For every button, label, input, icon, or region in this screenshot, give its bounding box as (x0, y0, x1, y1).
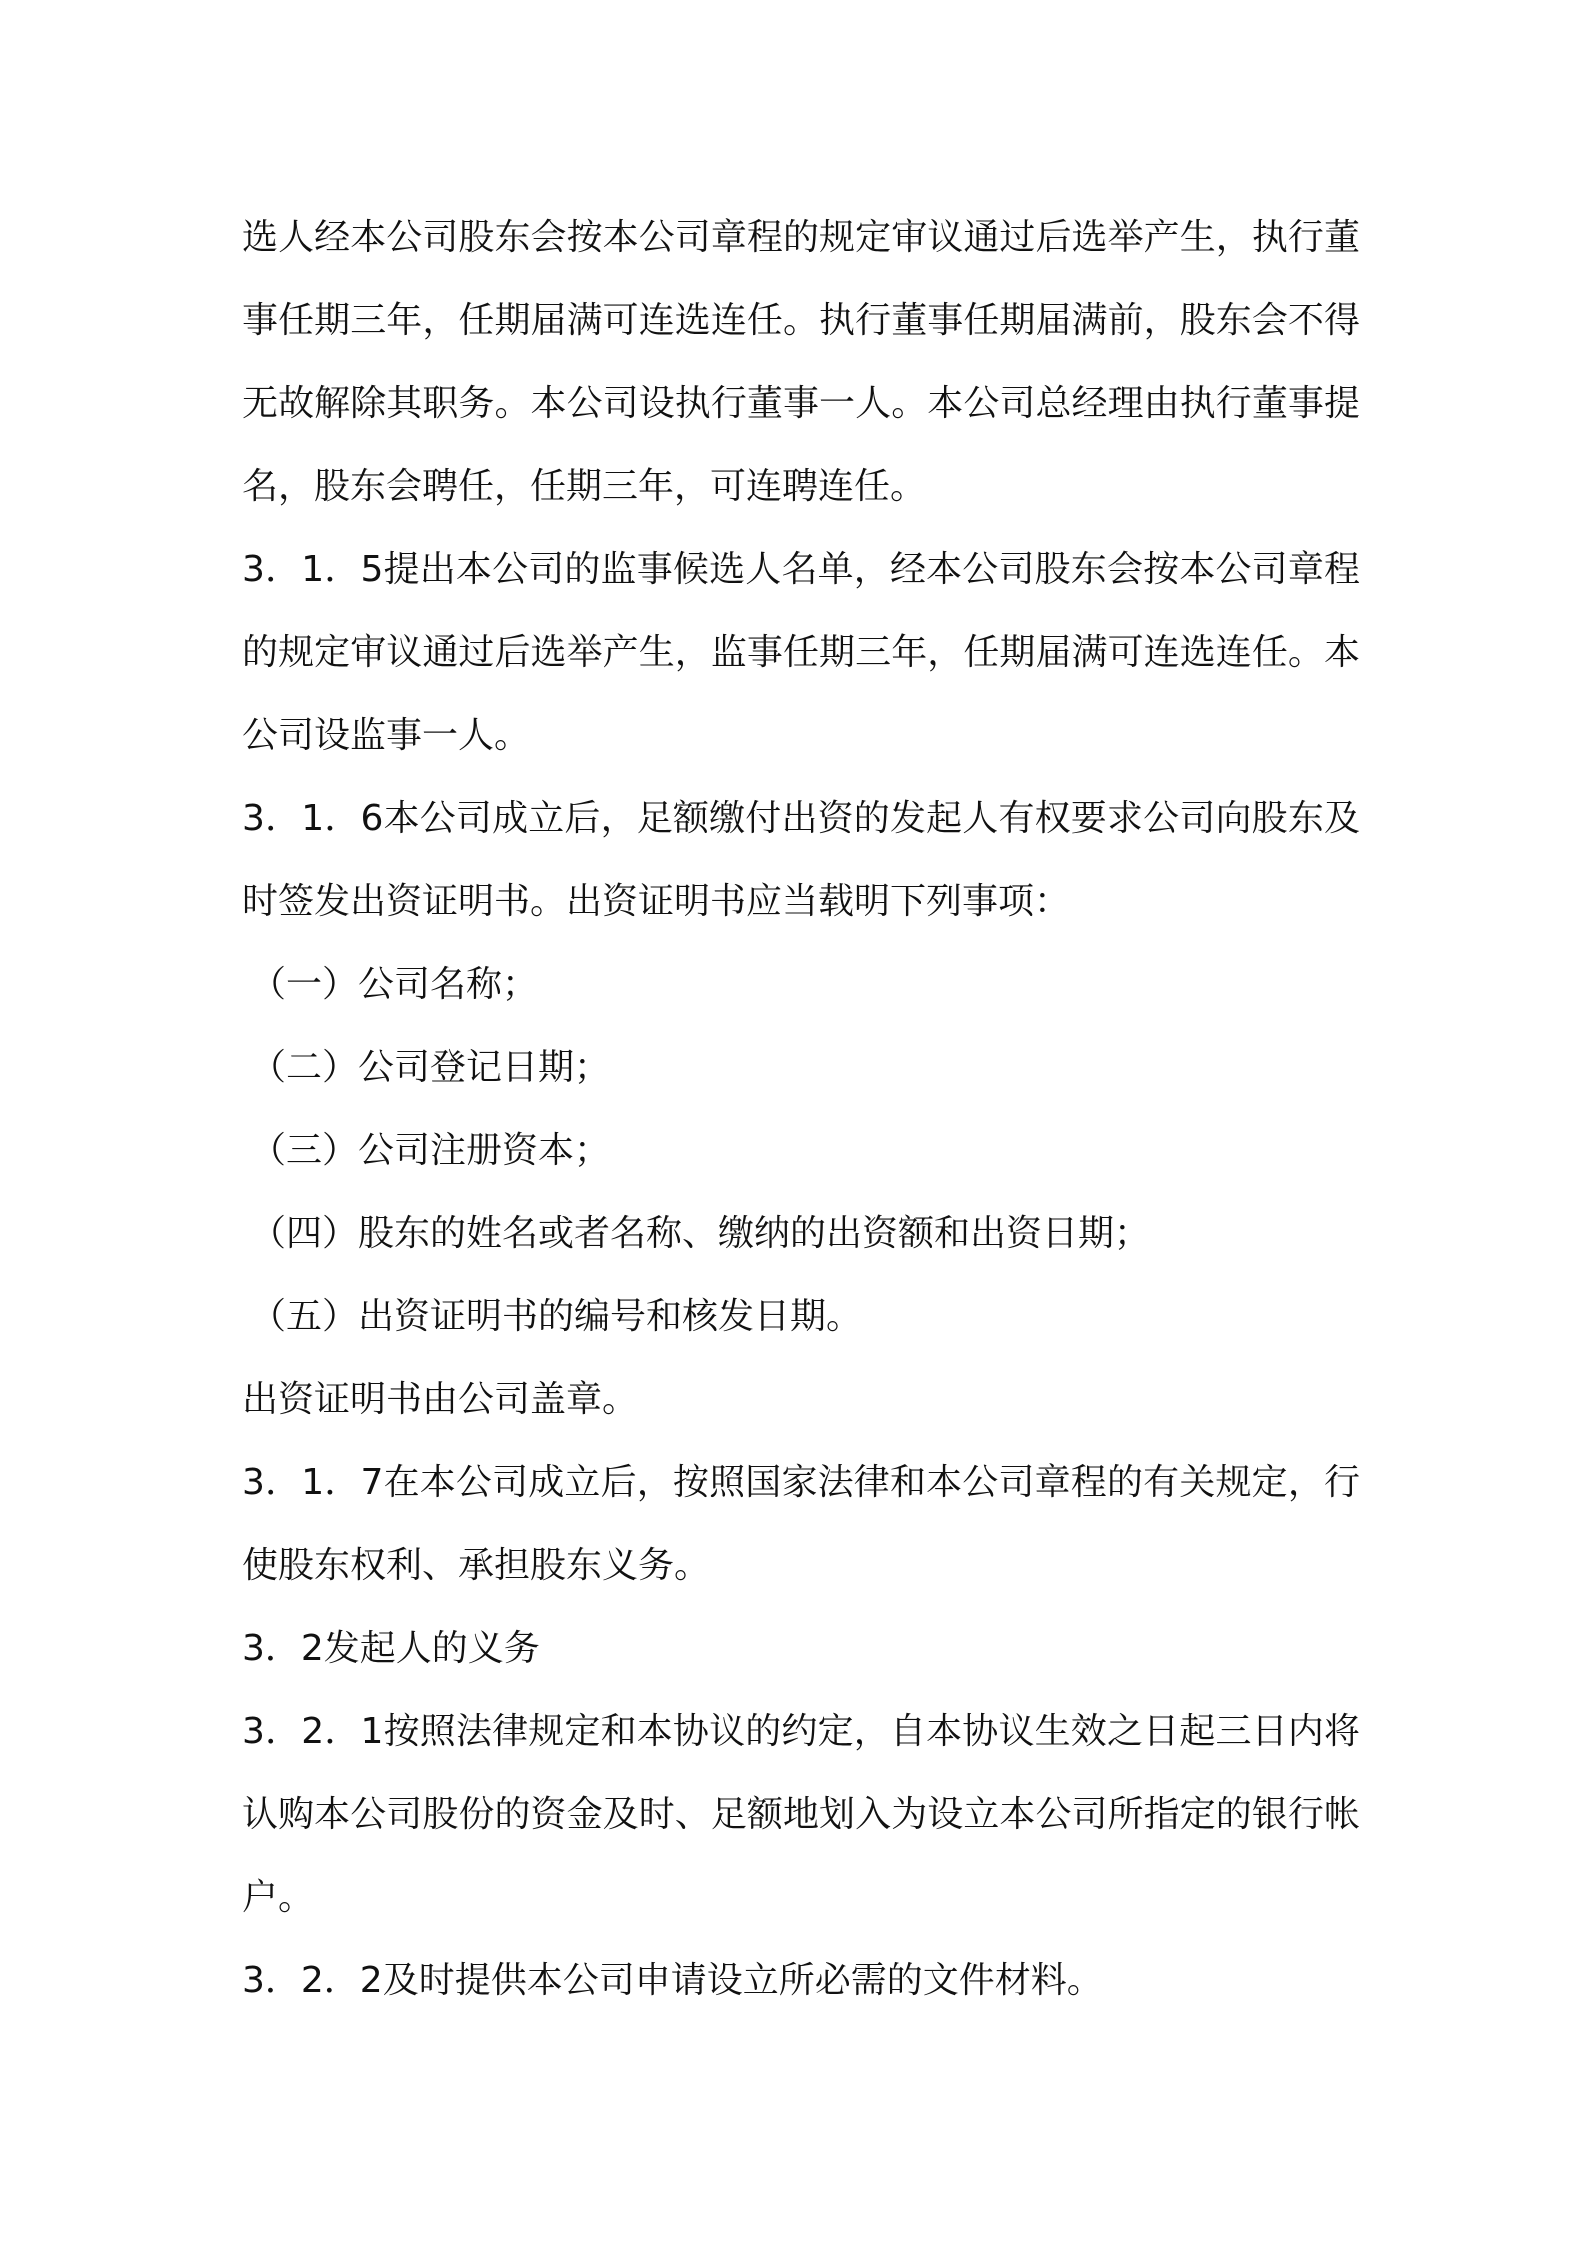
document-body (242, 196, 1360, 2022)
paragraph-3-2-2: 3．2．2及时提供本公司申请设立所必需的文件材料。 (242, 1960, 1103, 2001)
paragraph-executive-director-term: 选人经本公司股东会按本公司章程的规定审议通过后选举产生，执行董事任期三年，任期届满可连选连任。执行董事任期届满前，股东会不得无故解除其职务。本公司设执行董事一人。本公司总经理由执行董事提名，股东会聘任，任期三年，可连聘连任。 (242, 217, 1360, 507)
list-item-certificate-number-date: （五）出资证明书的编号和核发日期。 (250, 1296, 863, 1337)
paragraph-3-1-6: 3．1．6本公司成立后，足额缴付出资的发起人有权要求公司向股东及时签发出资证明书。出资证明书应当载明下列事项： (242, 798, 1360, 922)
paragraph-3-1-5: 3．1．5提出本公司的监事候选人名单，经本公司股东会按本公司章程的规定审议通过后选举产生，监事任期三年，任期届满可连选连任。本公司设监事一人。 (242, 549, 1360, 756)
paragraph-3-2-1: 3．2．1按照法律规定和本协议的约定，自本协议生效之日起三日内将认购本公司股份的资金及时、足额地划入为设立本公司所指定的银行帐户。 (242, 1711, 1360, 1918)
list-item-registration-date: （二）公司登记日期； (250, 1047, 611, 1088)
list-item-shareholder-contribution: （四）股东的姓名或者名称、缴纳的出资额和出资日期； (250, 1213, 1151, 1254)
list-item-company-name: （一）公司名称； (250, 964, 539, 1005)
list-item-registered-capital: （三）公司注册资本； (250, 1130, 611, 1171)
paragraph-3-1-7: 3．1．7在本公司成立后，按照国家法律和本公司章程的有关规定，行使股东权利、承担股东义务。 (242, 1462, 1360, 1586)
paragraph-certificate-seal: 出资证明书由公司盖章。 (242, 1379, 639, 1420)
section-heading-3-2: 3．2发起人的义务 (242, 1628, 540, 1669)
